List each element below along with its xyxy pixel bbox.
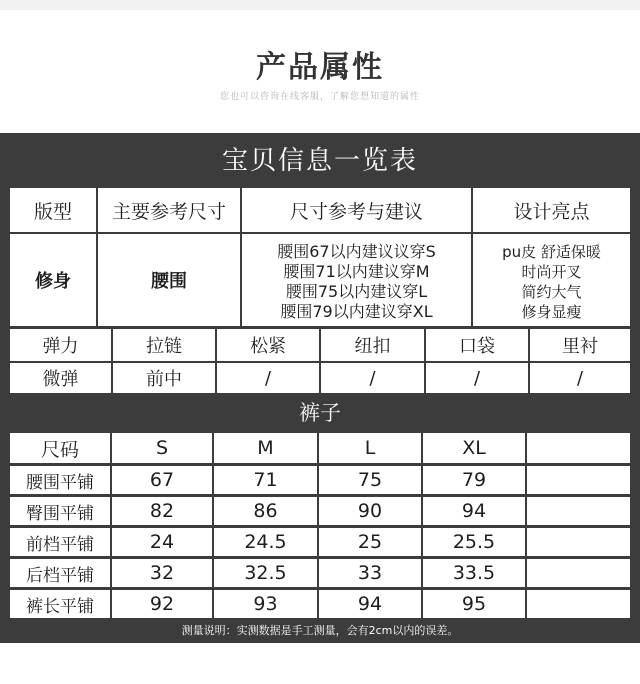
- size-row-label: 臀围平铺: [10, 497, 110, 525]
- size-cell: 82: [112, 497, 212, 525]
- size-header-s: S: [112, 433, 212, 463]
- size-cell: 25: [319, 528, 421, 556]
- section-title: 裤子: [299, 401, 341, 425]
- size-cell: [527, 466, 630, 494]
- size-row-label: 后档平铺: [10, 559, 110, 587]
- size-cell: 32: [112, 559, 212, 587]
- attr-value-button: /: [321, 363, 424, 393]
- size-cell: 71: [214, 466, 317, 494]
- main-size-value: 腰围: [98, 234, 240, 326]
- size-cell: 33: [319, 559, 421, 587]
- attr-value-zipper: 前中: [113, 363, 215, 393]
- size-header-l: L: [319, 433, 421, 463]
- page-subheading: 您也可以咨询在线客服，了解您想知道的属性: [219, 92, 420, 102]
- size-cell: 24: [112, 528, 212, 556]
- suggestion-line: 腰围67以内建议议穿S: [277, 242, 436, 261]
- design-highlights: [473, 234, 630, 326]
- top-band: [0, 0, 640, 10]
- info-header-fit: 版型: [10, 188, 96, 232]
- size-header-label: 尺码: [10, 433, 110, 463]
- size-cell: 95: [423, 590, 525, 618]
- attr-label-lining: 里衬: [530, 329, 630, 361]
- size-cell: [527, 590, 630, 618]
- attr-value-elasticity: 微弹: [10, 363, 111, 393]
- suggestion-line: 腰围79以内建议穿XL: [280, 302, 433, 321]
- size-row-label: 裤长平铺: [10, 590, 110, 618]
- highlight-line: 时尚开叉: [521, 263, 582, 281]
- attr-label-pocket: 口袋: [426, 329, 528, 361]
- suggestion-line: 腰围71以内建议穿M: [283, 262, 430, 281]
- info-header-main-size: 主要参考尺寸: [98, 188, 240, 232]
- size-cell: 86: [214, 497, 317, 525]
- size-cell: 94: [423, 497, 525, 525]
- size-row-label: 前档平铺: [10, 528, 110, 556]
- size-cell: 25.5: [423, 528, 525, 556]
- size-row-label: 腰围平铺: [10, 466, 110, 494]
- info-header-highlights: 设计亮点: [473, 188, 630, 232]
- attr-value-lining: /: [530, 363, 630, 393]
- attr-label-elasticity: 弹力: [10, 329, 111, 361]
- size-cell: [527, 559, 630, 587]
- highlight-line: 简约大气: [521, 283, 582, 301]
- size-cell: 67: [112, 466, 212, 494]
- size-header-m: M: [214, 433, 317, 463]
- measurement-note: 测量说明：实测数据是手工测量，会有2cm以内的误差。: [181, 624, 459, 637]
- highlight-line: 修身显瘦: [521, 303, 582, 321]
- suggestion-line: 腰围75以内建议穿L: [285, 282, 428, 301]
- size-cell: 93: [214, 590, 317, 618]
- size-cell: 94: [319, 590, 421, 618]
- table-title: 宝贝信息一览表: [221, 146, 418, 176]
- attr-label-button: 纽扣: [321, 329, 424, 361]
- size-cell: 79: [423, 466, 525, 494]
- highlight-line: pu皮 舒适保暖: [502, 243, 601, 261]
- attr-label-zipper: 拉链: [113, 329, 215, 361]
- size-cell: [527, 528, 630, 556]
- size-cell: 33.5: [423, 559, 525, 587]
- attr-value-pocket: /: [426, 363, 528, 393]
- size-cell: [527, 497, 630, 525]
- size-suggestions: [242, 234, 471, 326]
- size-cell: 75: [319, 466, 421, 494]
- size-cell: 90: [319, 497, 421, 525]
- size-cell: 24.5: [214, 528, 317, 556]
- attr-value-waistband: /: [217, 363, 319, 393]
- attr-label-waistband: 松紧: [217, 329, 319, 361]
- info-header-suggestion: 尺寸参考与建议: [242, 188, 471, 232]
- size-header-xl: XL: [423, 433, 525, 463]
- size-cell: 92: [112, 590, 212, 618]
- size-header-empty: [527, 433, 630, 463]
- fit-value: 修身: [10, 234, 96, 326]
- page-heading: 产品属性: [256, 50, 384, 85]
- size-cell: 32.5: [214, 559, 317, 587]
